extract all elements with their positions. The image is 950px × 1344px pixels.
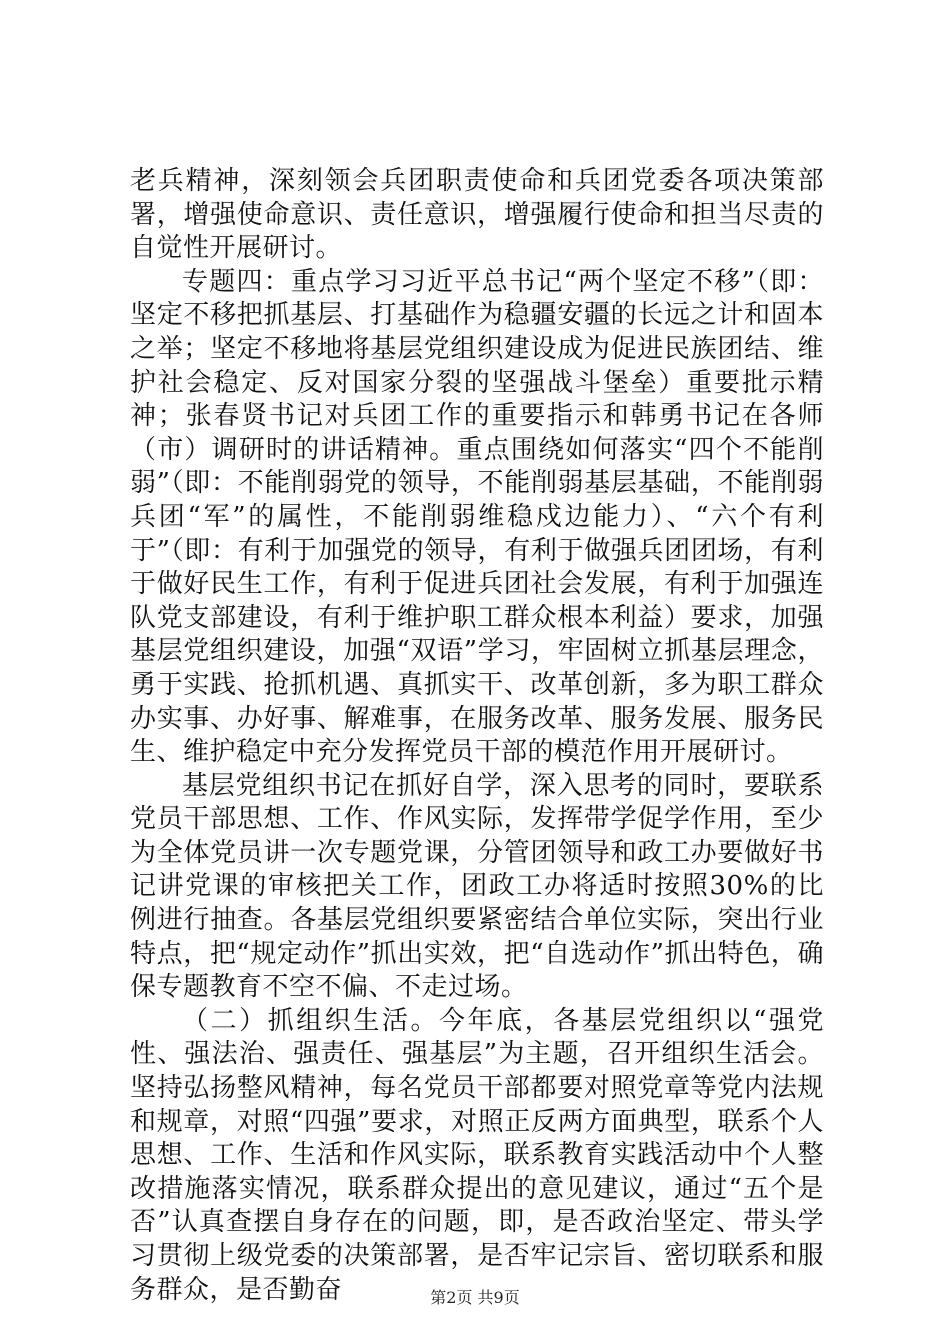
paragraph-topic-four: 专题四：重点学习习近平总书记“两个坚定不移”（即：坚定不移把抓基层、打基础作为稳疆安疆的长远之计和固本之举；坚定不移地将基层党组织建设成为促进民族团结、维护社会稳定、反对国家分裂的坚强战斗堡垒）重要批示精神；张春贤书记对兵团工作的重要指示和韩勇书记在各师（市）调研时的讲话精神。重点围绕如何落实“四个不能削弱”（即：不能削弱党的领导，不能削弱基层基础，不能削弱兵团“军”的属性，不能削弱维稳戍边能力）、“六个有利于”（即：有利于加强党的领导，有利于做强兵团团场，有利于做好民生工作，有利于促进兵团社会发展，有利于加强连队党支部建设，有利于维护职工群众根本利益）要求，加强基层党组织建设，加强“双语”学习，牢固树立抓基层理念，勇于实践、抢抓机遇、真抓实干、改革创新，多为职工群众办实事、办好事、解难事，在服务改革、服务发展、服务民生、维护稳定中充分发挥党员干部的模范作用开展研讨。 bbox=[130, 266, 824, 768]
page-number-footer: 第2页 共9页 bbox=[430, 1288, 520, 1307]
paragraph-continuation: 老兵精神，深刻领会兵团职责使命和兵团党委各项决策部署，增强使命意识、责任意识，增强履行使命和担当尽责的自觉性开展研讨。 bbox=[130, 166, 824, 264]
document-body bbox=[130, 165, 824, 1307]
paragraph-organization-life: （二）抓组织生活。今年底，各基层党组织以“强党性、强法治、强责任、强基层”为主题，召开组织生活会。坚持弘扬整风精神，每名党员干部都要对照党章等党内法规和规章，对照“四强”要求，对照正反两方面典型，联系个人思想、工作、生活和作风实际，联系教育实践活动中个人整改措施落实情况，联系群众提出的意见建议，通过“五个是否”认真查摆自身存在的问题，即，是否政治坚定、带头学习贯彻上级党委的决策部署，是否牢记宗旨、密切联系和服务群众，是否勤奋 bbox=[130, 1005, 824, 1305]
paragraph-party-secretary: 基层党组织书记在抓好自学，深入思考的同时，要联系党员干部思想、工作、作风实际，发挥带学促学作用，至少为全体党员讲一次专题党课，分管团领导和政工办要做好书记讲党课的审核把关工作，团政工办将适时按照30%的比例进行抽查。各基层党组织要紧密结合单位实际，突出行业特点，把“规定动作”抓出实效，把“自选动作”抓出特色，确保专题教育不空不偏、不走过场。 bbox=[130, 770, 824, 1003]
